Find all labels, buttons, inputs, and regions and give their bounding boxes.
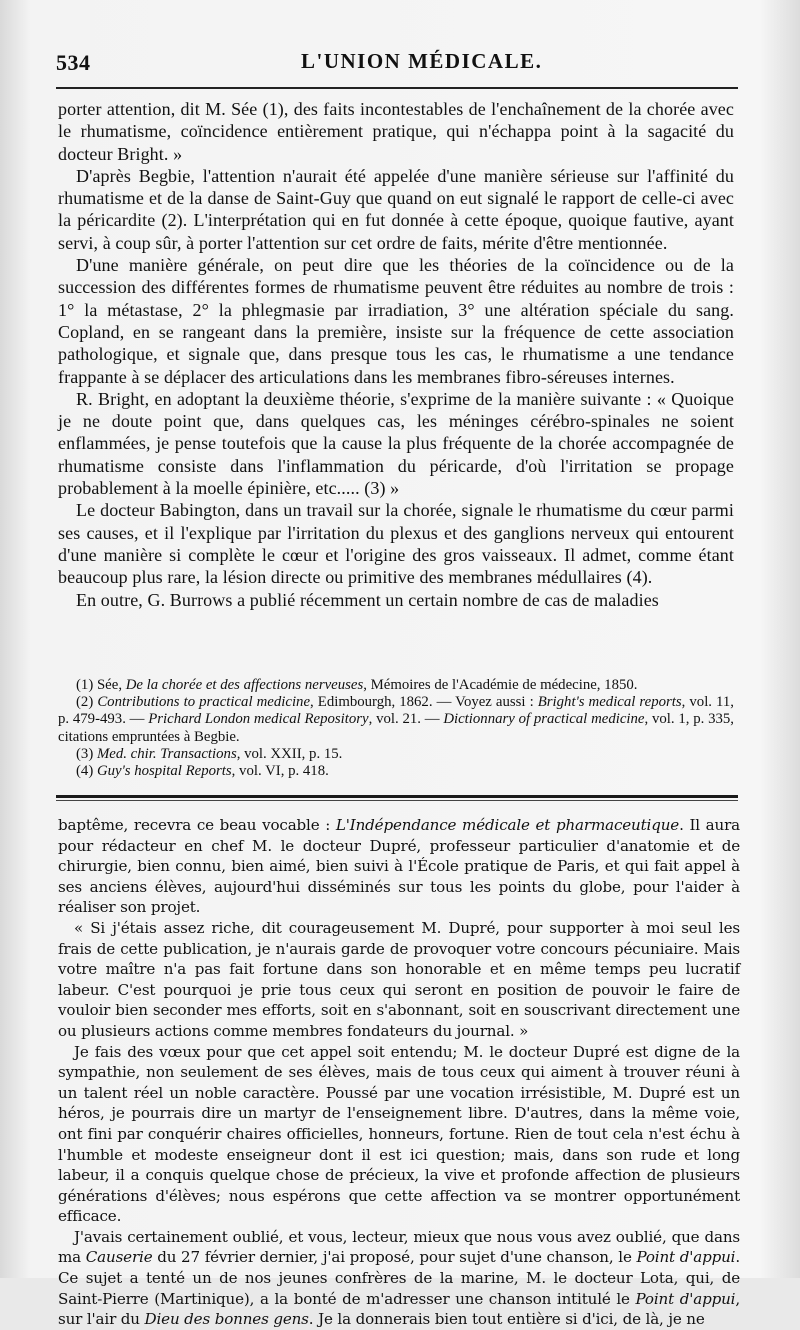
paragraph: D'après Begbie, l'attention n'aurait été appelée d'une manière sérieuse sur l'affinité du rhumatisme et de la danse de Saint-Guy que quand on eut signalé le rapport de celle-ci avec la péricardite (2). L'interprétation qui en fut donnée à cette époque, quoique fautive, ayant servi, à coup sûr, à porter l'attention sur cet ordre de faits, mérite d'être mentionnée. <box>58 165 734 253</box>
paragraph: porter attention, dit M. Sée (1), des faits incontestables de l'enchaînement de la chorée avec le rhumatisme, coïncidence entièrement pratique, qui n'échappa point à la sagacité du docteur Bright. » <box>58 99 734 164</box>
paragraph: R. Bright, en adoptant la deuxième théorie, s'exprime de la manière suivante : « Quoique je ne doute point que, dans quelques cas, les méninges cérébro-spinales ne soient enflammées, je pense toutefois que la cause la plus fréquente de la chorée accompagnée de rhumatisme consiste dans l'inflammation du péricarde, d'où l'irritation se propage probablement à la moelle épinière, etc..... (3) » <box>58 388 734 499</box>
paragraph: « Si j'étais assez riche, dit courageusement M. Dupré, pour supporter à moi seul les frais de cette publication, je n'aurais garde de provoquer votre concours pécuniaire. Mais votre maître n'a pas fait fortune dans son honorable et en même temps peu lucratif labeur. C'est pourquoi je prie tous ceux qui seront en position de pouvoir le faire de vouloir bien seconder mes efforts, soit en s'abonnant, soit en souscrivant directement une ou plusieurs actions comme membres fondateurs du journal. » <box>58 918 740 1040</box>
footnotes <box>58 677 734 780</box>
footnote-3: (3) Med. chir. Transactions, vol. XXII, p. 15. <box>76 745 343 762</box>
paragraph: Je fais des vœux pour que cet appel soit entendu; M. le docteur Dupré est digne de la sympathie, non seulement de ses élèves, mais de tous ceux qui aiment à trouver réuni à un talent réel un noble caractère. Poussé par une vocation irrésistible, M. Dupré est un héros, je pourrais dire un martyr de l'enseignement libre. D'autres, dans la même voie, ont fini par conquérir chaires officielles, honneurs, fortune. Rien de tout cela n'est échu à l'humble et modeste enseigneur dont il est ici question; mais, dans son rude et long labeur, il a conquis quelque chose de précieux, la vive et profonde affection de plusieurs générations d'élèves; nous espérons que cette affection va se montrer opportunément efficace. <box>58 1042 740 1226</box>
header-rule <box>56 87 738 89</box>
article-body <box>58 98 734 611</box>
paragraph: En outre, G. Burrows a publié récemment un certain nombre de cas de maladies <box>76 589 659 610</box>
page-header <box>56 44 738 80</box>
feuilleton-text <box>58 815 740 1330</box>
footnote-1: (1) Sée, De la chorée et des affections nerveuses, Mémoires de l'Académie de médecine, 1850. <box>76 677 638 693</box>
paragraph: Le docteur Babington, dans un travail sur la chorée, signale le rhumatisme du cœur parmi ses causes, et il l'explique par l'irritation du plexus et des ganglions nerveux qui entourent d'une manière si complète le cœur et l'origine des gros vaisseaux. Il admet, comme étant beaucoup plus rare, la lésion directe ou primitive des membranes médullaires (4). <box>58 500 734 588</box>
footnote-4: (4) Guy's hospital Reports, vol. VI, p. 418. <box>76 763 329 780</box>
paragraph: J'avais certainement oublié, et vous, lecteur, mieux que nous vous avez oublié, que dans ma Causerie du 27 février dernier, j'ai proposé, pour sujet d'une chanson, le Point d'appui. Ce sujet a tenté un de nos jeunes confrères de la marine, M. le docteur Lota, qui, de Saint-Pierre (Martinique), a la bonté de m'adresser une chanson intitulé le Point d'appui, sur l'air du Dieu des bonnes gens. Je la donnerais bien tout entière si d'ici, de là, je ne <box>58 1227 741 1329</box>
journal-title: L'UNION MÉDICALE. <box>301 49 543 73</box>
feuilleton-divider-thin <box>56 800 738 801</box>
paragraph: baptême, recevra ce beau vocable : L'Indépendance médicale et pharmaceutique. Il aura pour rédacteur en chef M. le docteur Dupré, professeur particulier d'anatomie et de chirurgie, bien connu, bien aimé, bien suivi à l'École pratique de Paris, et qui fait appel à ses anciens élèves, aujourd'hui disséminés sur tous les points du globe, pour l'aider à réaliser son projet. <box>58 816 740 917</box>
feuilleton-divider <box>56 795 738 798</box>
footnote-2: (2) Contributions to practical medicine, Edimbourgh, 1862. — Voyez aussi : Bright's medical reports, vol. 11, p. 479-493. — Prichard London medical Repository, vol. 21. — Dictionnary of practical medicine, vol. 1, p. 335, citations empruntées à Begbie. <box>58 694 734 745</box>
paragraph: D'une manière générale, on peut dire que les théories de la coïncidence ou de la succession des différentes formes de rhumatisme peuvent être réduites au nombre de trois : 1° la métastase, 2° la phlegmasie par irradiation, 3° une altération spéciale du sang. Copland, en se rangeant dans la première, insiste sur la fréquence de cette association pathologique, et signale que, dans presque tous les cas, le rhumatisme a une tendance frappante à se déplacer des articulations dans les membranes fibro-séreuses internes. <box>58 255 734 387</box>
page-number: 534 <box>56 50 91 75</box>
